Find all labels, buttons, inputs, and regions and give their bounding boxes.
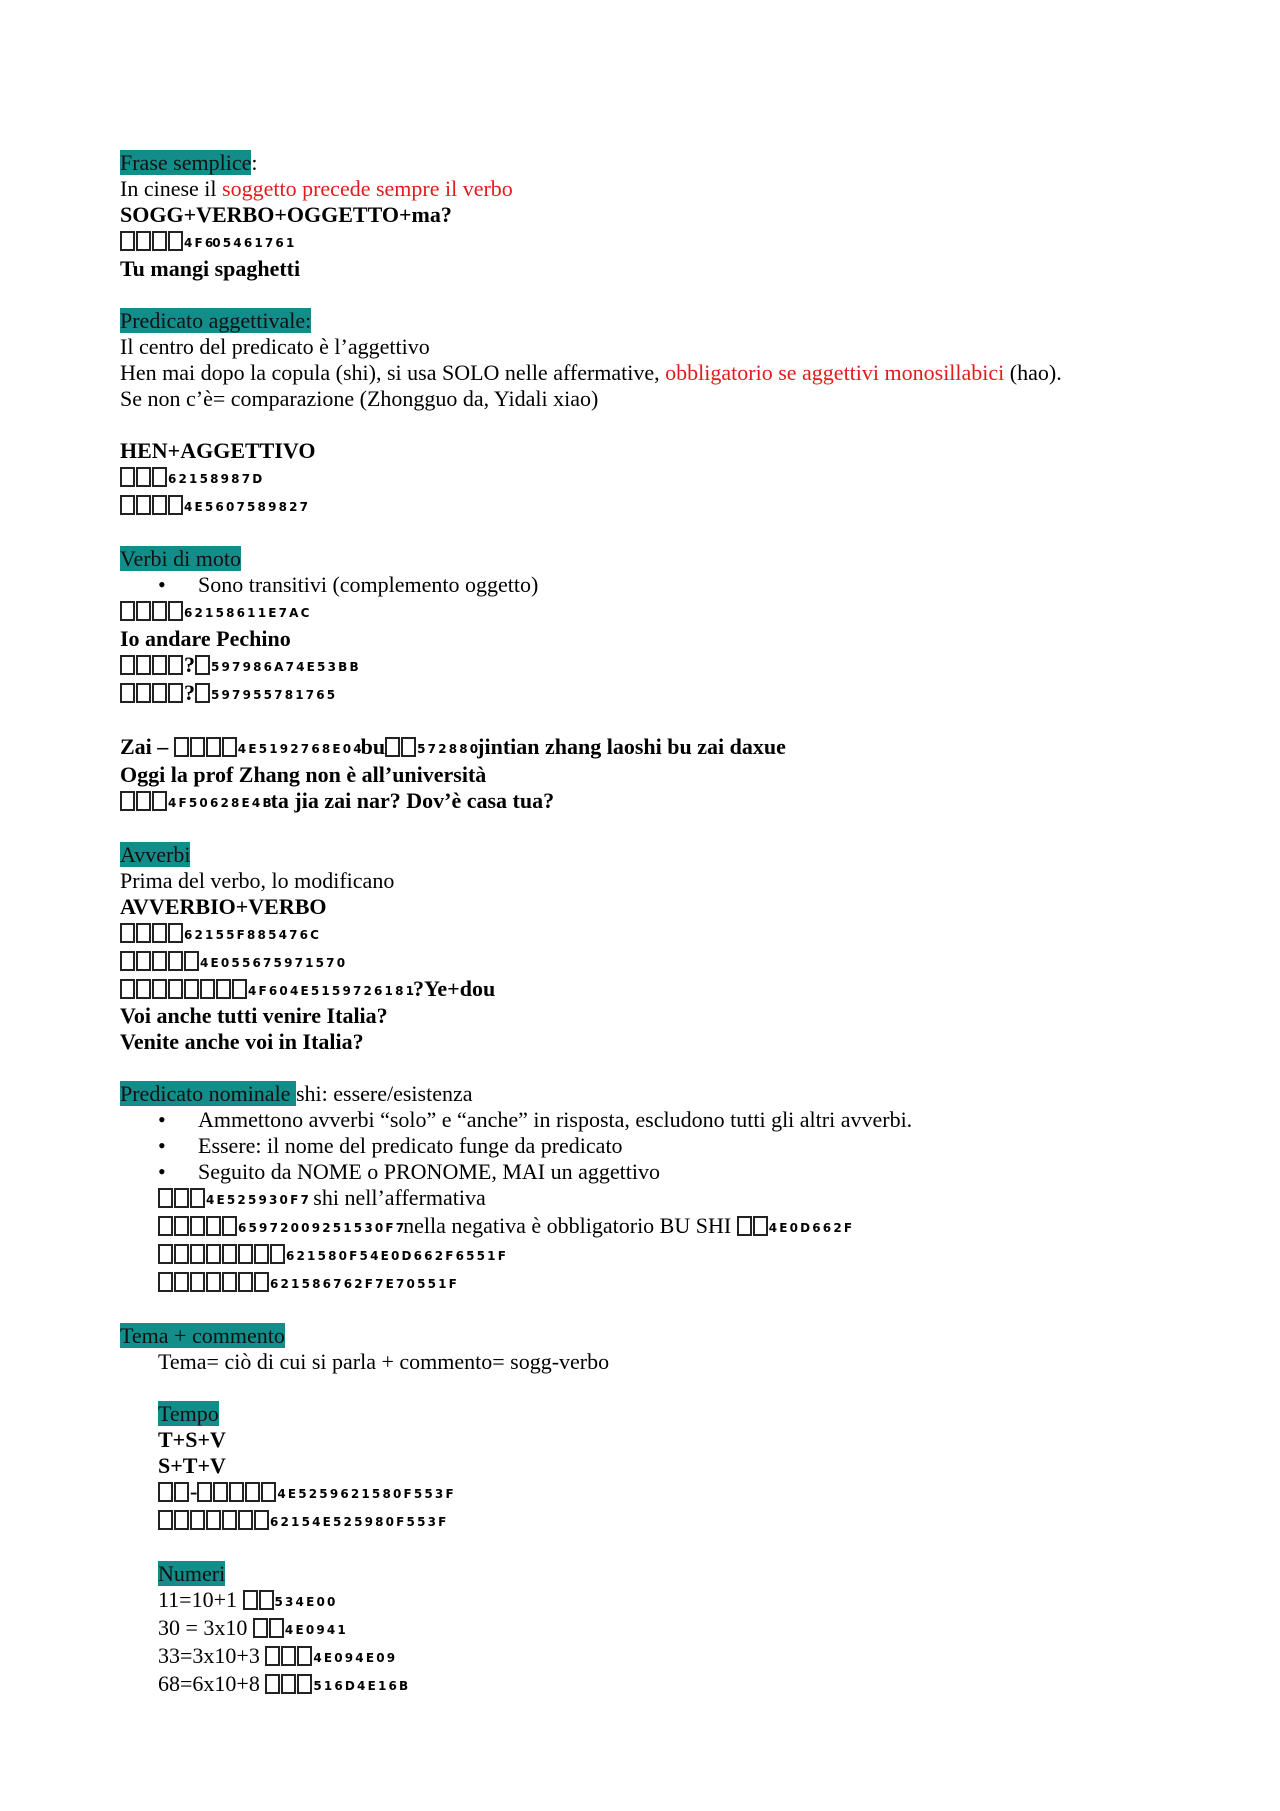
section-avverbi bbox=[120, 842, 1180, 868]
numeri-row-4 bbox=[120, 1671, 1180, 1699]
numeri-formula: 68=6x10+8 bbox=[158, 1671, 266, 1697]
tempo-formula-2: S+T+V bbox=[158, 1453, 226, 1479]
cjk-glyph-codes: 5 7 2 8 8 0 bbox=[417, 741, 478, 756]
agg-line-2-end: (hao). bbox=[1004, 359, 1062, 385]
cjk-glyph-codes: 4 F 6 0 4 E 5 1 5 9 7 2 6 1 8 1 bbox=[248, 983, 413, 998]
heading-predicato-nominale: Predicato nominale bbox=[120, 1081, 296, 1107]
numeri-formula: 11=10+1 bbox=[158, 1587, 243, 1613]
moto-example-3 bbox=[120, 680, 1180, 708]
cjk-glyph-codes: 4 E 5 2 5 9 3 0 F 7 bbox=[206, 1193, 308, 1208]
heading-colon: : bbox=[251, 150, 258, 175]
nominale-line-1 bbox=[120, 1185, 1180, 1213]
section-tema-commento bbox=[120, 1323, 1180, 1349]
numeri-formula: 33=3x10+3 bbox=[158, 1643, 266, 1669]
cjk-glyph-codes: 5 9 7 9 8 6 A 7 4 E 5 3 B B bbox=[211, 659, 358, 674]
nominale-line-4 bbox=[120, 1269, 1180, 1297]
agg-line-1: Il centro del predicato è l’aggettivo bbox=[120, 333, 430, 359]
frase-example-translation: Tu mangi spaghetti bbox=[120, 255, 301, 281]
cjk-glyph-codes: 5 1 6 D 4 E 1 6 B bbox=[313, 1679, 408, 1694]
numeri-formula: 30 = 3x10 bbox=[158, 1615, 253, 1641]
section-numeri bbox=[120, 1561, 1180, 1587]
heading-verbi-di-moto: Verbi di moto bbox=[120, 545, 241, 571]
avverbi-note: ?Ye+dou bbox=[412, 975, 496, 1001]
avverbi-example-3 bbox=[120, 976, 1180, 1004]
nominale-line-2 bbox=[120, 1213, 1180, 1241]
nominale-subtitle: shi: essere/esistenza bbox=[295, 1081, 473, 1107]
cjk-glyph-codes: 4 E 5 2 5 9 6 2 1 5 8 0 F 5 5 3 F bbox=[277, 1487, 453, 1502]
moto-example-1 bbox=[120, 598, 1180, 626]
avverbi-translation-2: Venite anche voi in Italia? bbox=[120, 1029, 364, 1055]
heading-tema-commento: Tema + commento bbox=[120, 1323, 285, 1349]
numeri-row-1 bbox=[120, 1587, 1180, 1615]
cjk-glyph-codes: 4 E 0 9 4 1 bbox=[284, 1623, 345, 1638]
avverbi-translation-1: Voi anche tutti venire Italia? bbox=[120, 1003, 388, 1029]
section-frase-semplice bbox=[120, 150, 1180, 176]
zai-line-1 bbox=[120, 734, 1180, 762]
cjk-glyph-codes: 6 2 1 5 8 9 8 7 D bbox=[168, 471, 262, 486]
tempo-formula-1: T+S+V bbox=[158, 1427, 226, 1453]
cjk-glyph-codes: 6 2 1 5 4 E 5 2 5 9 8 0 F 5 5 3 F bbox=[270, 1515, 446, 1530]
section-tempo bbox=[120, 1401, 1180, 1427]
cjk-glyph-codes: 6 2 1 5 8 6 1 1 E 7 A C bbox=[184, 605, 309, 620]
moto-example-translation: Io andare Pechino bbox=[120, 625, 291, 651]
agg-line-2-text: Hen mai dopo la copula (shi), si usa SOLO nelle affermative, bbox=[120, 359, 666, 385]
avverbi-example-2 bbox=[120, 948, 1180, 976]
frase-example-cjk bbox=[120, 228, 1180, 256]
zai-question: ta jia zai nar? Dov’è casa tua? bbox=[270, 787, 555, 813]
agg-line-2 bbox=[120, 360, 1180, 386]
zai-pinyin: jintian zhang laoshi bu zai daxue bbox=[477, 733, 786, 759]
nominale-bullet-1: • Ammettono avverbi “solo” e “anche” in risposta, escludono tutti gli altri avverbi. bbox=[120, 1107, 1180, 1133]
cjk-glyph-codes: 5 3 4 E 0 0 bbox=[274, 1595, 335, 1610]
section-verbi-di-moto bbox=[120, 546, 1180, 572]
tempo-example-2 bbox=[120, 1507, 1180, 1535]
cjk-glyph-codes: 4 E 0 9 4 E 0 9 bbox=[313, 1651, 395, 1666]
heading-tempo: Tempo bbox=[158, 1401, 219, 1427]
cjk-glyph-codes: 4 F 60 5 4 6 1 7 6 1 bbox=[184, 235, 294, 250]
numeri-row-3 bbox=[120, 1643, 1180, 1671]
nominale-bullet-2: • Essere: il nome del predicato funge da predicato bbox=[120, 1133, 1180, 1159]
avverbi-example-1 bbox=[120, 920, 1180, 948]
nominale-line-3 bbox=[120, 1241, 1180, 1269]
section-predicato-aggettivale bbox=[120, 308, 1180, 334]
question-mark: ? bbox=[184, 679, 195, 705]
moto-bullet-1: • Sono transitivi (complemento oggetto) bbox=[120, 572, 1180, 598]
agg-formula: HEN+AGGETTIVO bbox=[120, 437, 316, 463]
zai-line-3 bbox=[120, 788, 1180, 816]
agg-example-2 bbox=[120, 492, 1180, 520]
frase-formula: SOGG+VERBO+OGGETTO+ma? bbox=[120, 202, 452, 227]
cjk-glyph-codes: 4 E 5 6 0 7 5 8 9 8 2 7 bbox=[184, 499, 307, 514]
nominale-bullet-3: • Seguito da NOME o PRONOME, MAI un aggettivo bbox=[120, 1159, 1180, 1185]
agg-line-3: Se non c’è= comparazione (Zhongguo da, Yidali xiao) bbox=[120, 385, 599, 411]
cjk-glyph-codes: 4 E 0 5 5 6 7 5 9 7 1 5 7 0 bbox=[200, 955, 345, 970]
zai-line-2: Oggi la prof Zhang non è all’università bbox=[120, 761, 487, 787]
avverbi-line-1: Prima del verbo, lo modificano bbox=[120, 867, 395, 893]
question-mark: ? bbox=[184, 651, 195, 677]
tempo-example-1: - 4 E 5 2 5 9 6 2 1 5 8 0 F 5 5 3 F bbox=[120, 1479, 1180, 1507]
cjk-glyph-codes: 6 2 1 5 8 0 F 5 4 E 0 D 6 6 2 F 6 5 5 1 F bbox=[286, 1249, 505, 1264]
cjk-glyph-codes: 4 E 5 1 9 2 7 6 8 E 0 4 bbox=[237, 741, 361, 756]
frase-rule-highlight: soggetto precede sempre il verbo bbox=[222, 176, 513, 201]
numeri-row-2 bbox=[120, 1615, 1180, 1643]
heading-predicato-aggettivale: Predicato aggettivale: bbox=[120, 307, 312, 333]
cjk-glyph-codes: 6 2 1 5 5 F 8 8 5 4 7 6 C bbox=[184, 927, 318, 942]
tema-line-1: Tema= ciò di cui si parla + commento= sogg-verbo bbox=[158, 1349, 610, 1375]
zai-bu: bu bbox=[360, 733, 386, 759]
moto-example-2 bbox=[120, 652, 1180, 680]
frase-rule-text: In cinese il bbox=[120, 176, 223, 201]
zai-label: Zai – bbox=[120, 733, 174, 759]
avverbi-formula: AVVERBIO+VERBO bbox=[120, 893, 327, 919]
cjk-glyph-codes: 5 9 7 9 5 5 7 8 1 7 6 5 bbox=[211, 687, 335, 702]
document-body bbox=[120, 150, 1180, 1699]
agg-line-2-highlight: obbligatorio se aggettivi monosillabici bbox=[665, 359, 1005, 385]
heading-numeri: Numeri bbox=[158, 1561, 226, 1587]
cjk-glyph-codes: 4 E 0 D 6 6 2 F bbox=[768, 1221, 852, 1236]
frase-rule bbox=[120, 176, 1180, 202]
heading-frase-semplice: Frase semplice bbox=[120, 150, 252, 175]
cjk-glyph-codes: 6 2 1 5 8 6 7 6 2 F 7 E 7 0 5 5 1 F bbox=[270, 1277, 456, 1292]
nominale-line-1-text: shi nell’affermativa bbox=[307, 1185, 486, 1211]
cjk-glyph-codes: 4 F 5 0 6 2 8 E 4 B bbox=[168, 795, 271, 810]
cjk-glyph-codes: 6 5 9 7 2 0 0 9 2 5 1 5 3 0 F 7 bbox=[238, 1221, 404, 1236]
section-predicato-nominale bbox=[120, 1081, 1180, 1107]
heading-avverbi: Avverbi bbox=[120, 841, 191, 867]
agg-example-1 bbox=[120, 464, 1180, 492]
nominale-line-2-text: nella negativa è obbligatorio BU SHI bbox=[403, 1213, 737, 1239]
